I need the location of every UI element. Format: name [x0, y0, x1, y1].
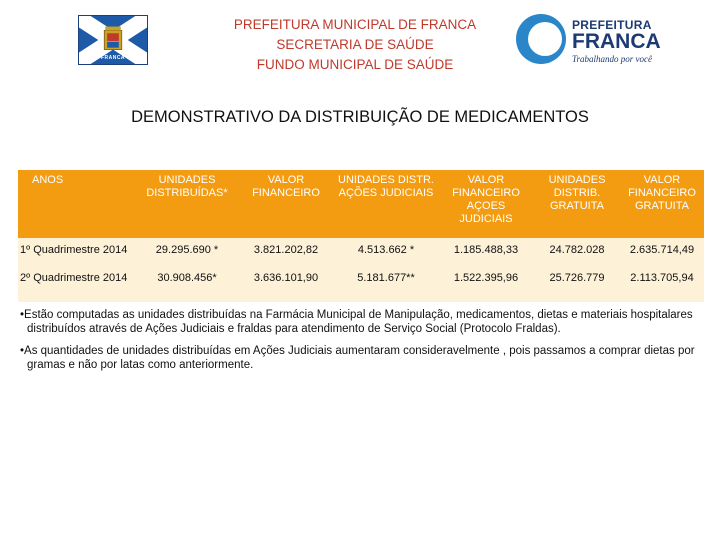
- table-cell: 1.522.395,96: [438, 270, 534, 298]
- table-row: [18, 238, 704, 270]
- table-cell: 4.513.662 *: [334, 238, 438, 270]
- logo-top-text: PREFEITURA: [572, 18, 652, 32]
- table-cell: 1º Quadrimestre 2014: [18, 238, 136, 270]
- logo-circle-icon: [516, 14, 566, 64]
- column-header: ANOS: [18, 170, 136, 238]
- table-cell: 30.908.456*: [136, 270, 238, 298]
- page-title: DEMONSTRATIVO DA DISTRIBUIÇÃO DE MEDICAMENTOS: [131, 108, 589, 126]
- column-header: VALOR FINANCEIRO: [238, 170, 334, 238]
- logo-slogan: Trabalhando por você: [572, 54, 652, 64]
- table-header-row: [18, 170, 704, 238]
- table-cell: 3.636.101,90: [238, 270, 334, 298]
- franca-flag-logo: [78, 15, 148, 65]
- footnote: •As quantidades de unidades distribuídas em Ações Judiciais aumentaram consideravelmente , pois passamos a comprar dietas por gramas e não por latas como anteriormente.: [20, 345, 695, 371]
- header-line-2: SECRETARIA DE SAÚDE: [276, 37, 434, 52]
- column-header: VALOR FINANCEIRO GRATUITA: [620, 170, 704, 238]
- column-header: VALOR FINANCEIRO AÇOES JUDICIAIS: [438, 170, 534, 238]
- institution-header: [200, 15, 510, 75]
- flag-caption: FRANCA: [100, 55, 126, 61]
- table-cell: 5.181.677**: [334, 270, 438, 298]
- table-cell: 2º Quadrimestre 2014: [18, 270, 136, 298]
- table-cell: 25.726.779: [534, 270, 620, 298]
- table-cell: 2.113.705,94: [620, 270, 704, 298]
- header-line-1: PREFEITURA MUNICIPAL DE FRANCA: [233, 17, 477, 32]
- header-line-3: FUNDO MUNICIPAL DE SAÚDE: [256, 57, 454, 72]
- table-cell: 3.821.202,82: [238, 238, 334, 270]
- table-cell: 29.295.690 *: [136, 238, 238, 270]
- footnotes: [20, 308, 700, 380]
- prefeitura-franca-logo: [516, 12, 666, 67]
- table-row: [18, 270, 704, 298]
- distribution-table: [18, 170, 704, 298]
- column-header: UNIDADES DISTRIBUÍDAS*: [136, 170, 238, 238]
- table-cell: 2.635.714,49: [620, 238, 704, 270]
- column-header: UNIDADES DISTRIB. GRATUITA: [534, 170, 620, 238]
- logo-main-text: FRANCA: [572, 30, 661, 53]
- table-cell: 24.782.028: [534, 238, 620, 270]
- column-header: UNIDADES DISTR. AÇÕES JUDICIAIS: [334, 170, 438, 238]
- footnote: •Estão computadas as unidades distribuídas na Farmácia Municipal de Manipulação, medicamentos, dietas e materiais hospitalares distribuídos através de Ações Judiciais e fraldas para atendimento de Serviço Social (Protocolo Fraldas).: [20, 309, 693, 335]
- table-cell: 1.185.488,33: [438, 238, 534, 270]
